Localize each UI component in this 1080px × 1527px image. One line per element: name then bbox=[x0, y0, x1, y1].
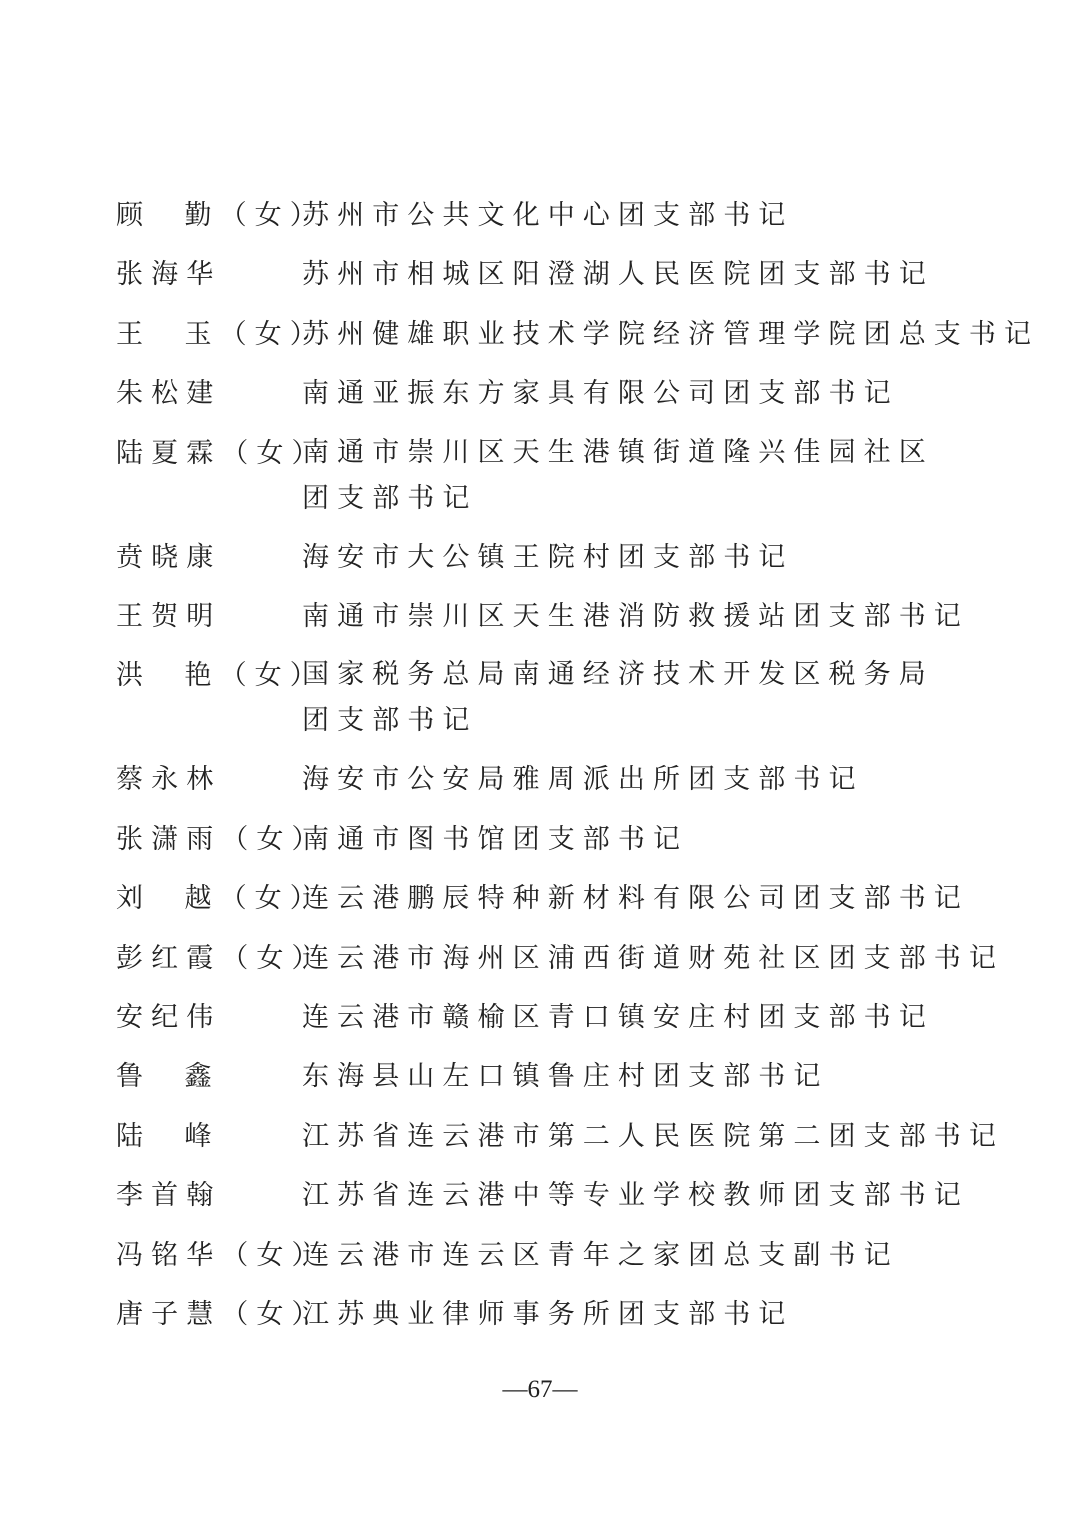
person-name: 张海华 bbox=[116, 259, 222, 291]
list-item bbox=[116, 929, 1004, 988]
organization-title: 连云港鹏辰特种新材料有限公司团支部书记 bbox=[302, 883, 969, 915]
person-name: 王 玉（女） bbox=[116, 318, 325, 350]
list-item bbox=[116, 424, 946, 528]
person-name: 张潇雨（女） bbox=[116, 823, 327, 855]
person-name: 安纪伟 bbox=[116, 1002, 222, 1034]
organization-title: 海安市大公镇王院村团支部书记 bbox=[302, 541, 794, 573]
list-item bbox=[116, 1166, 969, 1225]
organization-title: 江苏典业律师事务所团支部书记 bbox=[302, 1299, 794, 1331]
list-item bbox=[116, 646, 946, 750]
person-name: 刘 越（女） bbox=[116, 883, 325, 915]
organization-title: 连云港市海州区浦西街道财苑社区团支部书记 bbox=[302, 942, 1004, 974]
list-item bbox=[116, 1285, 946, 1344]
list-item bbox=[116, 869, 969, 928]
person-name: 洪 艳（女） bbox=[116, 660, 325, 692]
person-name: 朱松建 bbox=[116, 378, 222, 410]
list-item bbox=[116, 1047, 946, 1106]
list-item bbox=[116, 245, 946, 304]
organization-title: 海安市公安局雅周派出所团支部书记 bbox=[302, 764, 864, 796]
person-name: 蔡永林 bbox=[116, 764, 222, 796]
person-name: 唐子慧（女） bbox=[116, 1299, 327, 1331]
list-item bbox=[116, 810, 946, 869]
list-item bbox=[116, 988, 946, 1047]
organization-title: 苏州市公共文化中心团支部书记 bbox=[302, 200, 794, 231]
person-name: 冯铭华（女） bbox=[116, 1239, 327, 1271]
organization-title: 国家税务总局南通经济技术开发区税务局团支部书记 bbox=[302, 659, 934, 737]
organization-title: 南通市崇川区天生港镇街道隆兴佳园社区团支部书记 bbox=[302, 436, 934, 514]
person-name: 鲁 鑫 bbox=[116, 1061, 220, 1093]
list-item bbox=[116, 305, 1040, 364]
list-item bbox=[116, 750, 946, 809]
list-item bbox=[116, 1226, 946, 1285]
list-item bbox=[116, 528, 946, 587]
person-name: 彭红霞（女） bbox=[116, 942, 327, 974]
organization-title: 江苏省连云港市第二人民医院第二团支部书记 bbox=[302, 1120, 1004, 1152]
organization-title: 连云港市赣榆区青口镇安庄村团支部书记 bbox=[302, 1002, 934, 1034]
honoree-list bbox=[116, 186, 1040, 1345]
organization-title: 南通亚振东方家具有限公司团支部书记 bbox=[302, 378, 899, 410]
list-item bbox=[116, 186, 946, 245]
organization-title: 江苏省连云港中等专业学校教师团支部书记 bbox=[302, 1180, 969, 1212]
person-name: 陆夏霖（女） bbox=[116, 437, 327, 469]
page-number: —67— bbox=[502, 1376, 578, 1403]
organization-title: 东海县山左口镇鲁庄村团支部书记 bbox=[302, 1061, 829, 1093]
person-name: 王贺明 bbox=[116, 601, 222, 633]
list-item bbox=[116, 364, 946, 423]
list-item bbox=[116, 587, 969, 646]
organization-title: 苏州健雄职业技术学院经济管理学院团总支书记 bbox=[302, 318, 1040, 350]
organization-title: 连云港市连云区青年之家团总支副书记 bbox=[302, 1239, 899, 1271]
person-name: 贲晓康 bbox=[116, 541, 222, 573]
person-name: 李首翰 bbox=[116, 1180, 222, 1212]
person-name: 陆 峰 bbox=[116, 1120, 220, 1152]
list-item bbox=[116, 1107, 1004, 1166]
organization-title: 苏州市相城区阳澄湖人民医院团支部书记 bbox=[302, 259, 934, 291]
organization-title: 南通市图书馆团支部书记 bbox=[302, 823, 689, 855]
organization-title: 南通市崇川区天生港消防救援站团支部书记 bbox=[302, 601, 969, 633]
person-name: 顾 勤（女） bbox=[116, 200, 325, 231]
